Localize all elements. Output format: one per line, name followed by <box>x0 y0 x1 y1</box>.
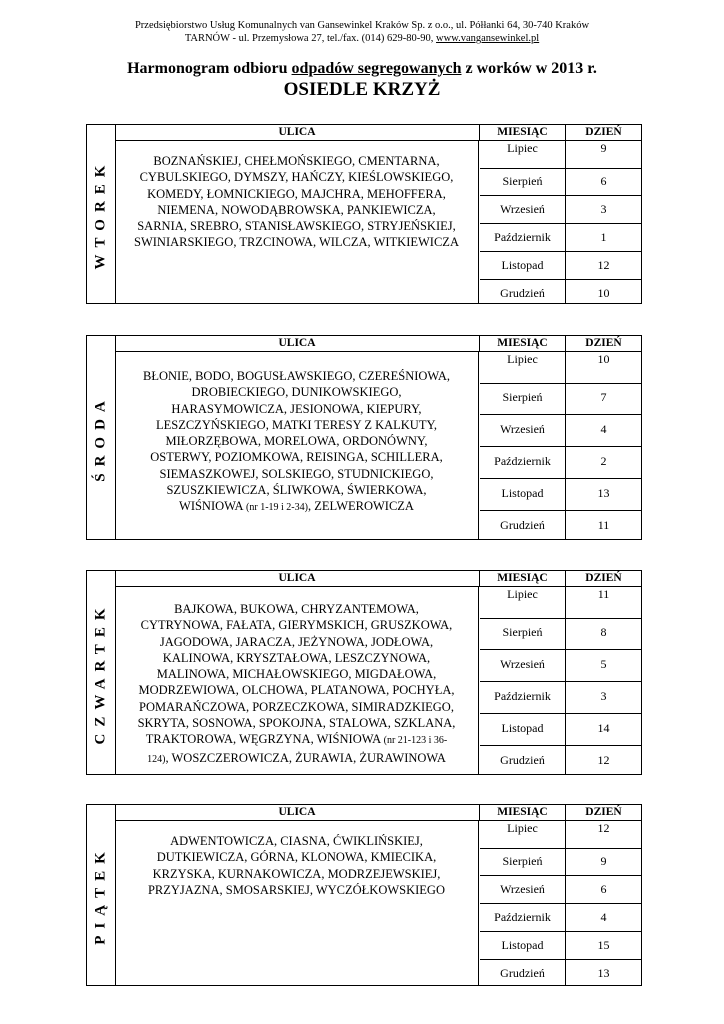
street-list <box>115 587 479 774</box>
day-cell: 6 <box>566 877 641 904</box>
day-number-column <box>566 352 641 539</box>
month-cell: Sierpień <box>480 384 565 415</box>
day-header: DZIEŃ <box>585 572 622 584</box>
day-cell: 10 <box>566 352 641 384</box>
day-cell: 8 <box>566 619 641 650</box>
month-cell: Wrzesień <box>480 651 565 682</box>
month-cell: Listopad <box>480 933 565 960</box>
month-cell: Październik <box>480 448 565 479</box>
month-cell: Lipiec <box>480 587 565 619</box>
day-cell: 3 <box>566 683 641 714</box>
street-text: , ZELWEROWICZA <box>307 499 414 514</box>
company-line: Przedsiębiorstwo Usług Komunalnych van Gansewinkel Kraków Sp. z o.o., ul. Półłanki 64, 30-740 Kraków <box>134 20 590 31</box>
street-line: KRZYSKA, KURNAKOWICZA, MODRZEJEWSKIEJ, <box>152 866 441 881</box>
month-cell: Sierpień <box>480 619 565 650</box>
schedule-block-sroda <box>86 335 642 540</box>
street-line: NIEMENA, NOWODĄBROWSKA, PANKIEWICZA, <box>157 202 436 217</box>
month-cell: Październik <box>480 683 565 714</box>
month-cell: Październik <box>480 905 565 932</box>
month-cell: Listopad <box>480 715 565 746</box>
day-cell: 11 <box>597 518 610 532</box>
month-cell: Grudzień <box>500 753 545 767</box>
street-line: OSTERWY, POZIOMKOWA, REISINGA, SCHILLERA, <box>150 450 443 465</box>
month-cell: Listopad <box>480 253 565 280</box>
day-cell: 4 <box>566 416 641 447</box>
month-cell: Wrzesień <box>480 197 565 224</box>
month-header: MIESIĄC <box>480 125 566 140</box>
day-column <box>87 805 116 985</box>
document-title <box>0 60 724 78</box>
street-list <box>115 352 479 539</box>
month-cell: Grudzień <box>500 286 545 300</box>
street-text: , WOSZCZEROWICZA, ŻURAWIA, ŻURAWINOWA <box>165 750 446 765</box>
day-number-column <box>566 821 641 985</box>
month-cell: Lipiec <box>480 352 565 384</box>
street-line: SARNIA, SREBRO, STANISŁAWSKIEGO, STRYJEŃSKIEJ, <box>137 219 456 234</box>
month-cell: Lipiec <box>480 821 565 849</box>
day-cell: 14 <box>566 715 641 746</box>
street-line: BŁONIE, BODO, BOGUSŁAWSKIEGO, CZEREŚNIOWA, <box>143 369 450 383</box>
day-column <box>87 336 116 539</box>
day-cell: 12 <box>566 821 641 849</box>
street-line: ADWENTOWICZA, CIASNA, ĆWIKLIŃSKIEJ, <box>170 834 423 848</box>
address-line <box>0 33 724 45</box>
month-cell: Listopad <box>480 480 565 511</box>
schedule-block-piatek <box>86 804 642 986</box>
street-text: WIŚNIOWA <box>179 499 247 514</box>
month-cell: Wrzesień <box>480 877 565 904</box>
house-number-note: (nr 1-19 i 2-34) <box>246 502 308 514</box>
street-line: PRZYJAZNA, SMOSARSKIEJ, WYCZÓŁKOWSKIEGO <box>147 882 445 897</box>
month-column <box>480 587 566 774</box>
day-cell: 9 <box>566 849 641 876</box>
address-text: TARNÓW - ul. Przemysłowa 27, tel./fax. (014) 629-80-90, <box>184 33 437 44</box>
title-part-3: z worków w 2013 r. <box>461 60 597 77</box>
street-header: ULICA <box>115 336 480 351</box>
street-line: BAJKOWA, BUKOWA, CHRYZANTEMOWA, <box>174 602 419 616</box>
day-column <box>87 125 116 303</box>
street-line <box>119 731 474 749</box>
day-cell: 1 <box>566 225 641 252</box>
street-line <box>119 498 474 516</box>
day-cell: 13 <box>597 966 610 980</box>
house-number-note: 124) <box>147 753 166 765</box>
month-header: MIESIĄC <box>480 571 566 586</box>
street-header: ULICA <box>115 571 480 586</box>
day-cell: 12 <box>597 753 610 767</box>
street-list <box>115 141 479 303</box>
street-line: SWINIARSKIEGO, TRZCINOWA, WILCZA, WITKIEWICZA <box>134 235 459 250</box>
day-cell: 4 <box>566 905 641 932</box>
street-line: JAGODOWA, JARACZA, JEŻYNOWA, JODŁOWA, <box>159 634 434 649</box>
street-line: CYBULSKIEGO, DYMSZY, HAŃCZY, KIEŚLOWSKIEGO, <box>139 170 454 185</box>
title-part-1: Harmonogram odbioru <box>127 60 292 77</box>
month-cell: Październik <box>480 225 565 252</box>
street-line: DROBIECKIEGO, DUNIKOWSKIEGO, <box>191 385 402 400</box>
day-cell: 10 <box>597 286 610 300</box>
day-header: DZIEŃ <box>585 126 622 138</box>
day-cell: 11 <box>566 587 641 619</box>
month-column <box>480 821 566 985</box>
day-label: CZWARTEK <box>92 601 109 744</box>
day-header: DZIEŃ <box>585 337 622 349</box>
street-line: HARASYMOWICZA, JESIONOWA, KIEPURY, <box>171 401 422 416</box>
table-header <box>115 125 641 141</box>
day-label: PIĄTEK <box>92 845 109 945</box>
street-line: SZUSZKIEWICZA, ŚLIWKOWA, ŚWIERKOWA, <box>166 483 427 498</box>
street-line: MODRZEWIOWA, OLCHOWA, PLATANOWA, POCHYŁA, <box>138 683 455 698</box>
street-header: ULICA <box>115 805 480 820</box>
website-link[interactable]: www.vangansewinkel.pl <box>436 33 540 44</box>
day-cell: 12 <box>566 253 641 280</box>
street-line: KALINOWA, KRYSZTAŁOWA, LESZCZYNOWA, <box>162 650 431 665</box>
day-cell: 2 <box>566 448 641 479</box>
day-label: ŚRODA <box>92 393 109 482</box>
day-header: DZIEŃ <box>585 806 622 818</box>
house-number-note: (nr 21-123 i 36- <box>383 735 448 747</box>
street-line: MALINOWA, MICHAŁOWSKIEGO, MIGDAŁOWA, <box>156 667 437 682</box>
street-line: LESZCZYŃSKIEGO, MATKI TERESY Z KALKUTY, <box>155 417 437 432</box>
schedule-block-wtorek <box>86 124 642 304</box>
day-cell: 7 <box>566 384 641 415</box>
schedule-block-czwartek <box>86 570 642 775</box>
street-line: CYTRYNOWA, FAŁATA, GIERYMSKICH, GRUSZKOWA, <box>140 618 453 633</box>
document-subtitle: OSIEDLE KRZYŻ <box>283 79 441 100</box>
month-cell: Wrzesień <box>480 416 565 447</box>
street-header: ULICA <box>115 125 480 140</box>
month-cell: Sierpień <box>480 849 565 876</box>
month-cell: Lipiec <box>480 141 565 169</box>
street-line <box>119 750 474 768</box>
street-line: SIEMASZKOWEJ, SOLSKIEGO, STUDNICKIEGO, <box>159 466 434 481</box>
street-line: DUTKIEWICZA, GÓRNA, KLONOWA, KMIECIKA, <box>156 850 437 865</box>
day-cell: 5 <box>566 651 641 682</box>
street-text: TRAKTOROWA, WĘGRZYNA, WIŚNIOWA <box>145 732 384 747</box>
table-header <box>115 571 641 587</box>
street-list <box>115 821 479 985</box>
table-header <box>115 805 641 821</box>
day-cell: 9 <box>566 141 641 169</box>
month-cell: Sierpień <box>480 169 565 196</box>
street-line: POMARAŃCZOWA, PORZECZKOWA, SIMIRADZKIEGO, <box>139 699 454 714</box>
month-column <box>480 141 566 303</box>
month-header: MIESIĄC <box>480 805 566 820</box>
table-header <box>115 336 641 352</box>
day-cell: 13 <box>566 480 641 511</box>
day-cell: 15 <box>566 933 641 960</box>
day-cell: 6 <box>566 169 641 196</box>
day-cell: 3 <box>566 197 641 224</box>
street-line: KOMEDY, ŁOMNICKIEGO, MAJCHRA, MEHOFFERA, <box>147 186 446 201</box>
day-number-column <box>566 587 641 774</box>
day-column <box>87 571 116 774</box>
month-cell: Grudzień <box>500 966 545 980</box>
month-cell: Grudzień <box>500 518 545 532</box>
day-number-column <box>566 141 641 303</box>
title-part-2: odpadów segregowanych <box>291 60 462 77</box>
street-line: MIŁORZĘBOWA, MORELOWA, ORDONÓWNY, <box>165 434 428 449</box>
day-label: WTOREK <box>92 158 109 270</box>
street-line: SKRYTA, SOSNOWA, SPOKOJNA, STALOWA, SZKLANA, <box>137 716 456 731</box>
street-line: BOZNAŃSKIEJ, CHEŁMOŃSKIEGO, CMENTARNA, <box>153 154 440 168</box>
month-column <box>480 352 566 539</box>
month-header: MIESIĄC <box>480 336 566 351</box>
